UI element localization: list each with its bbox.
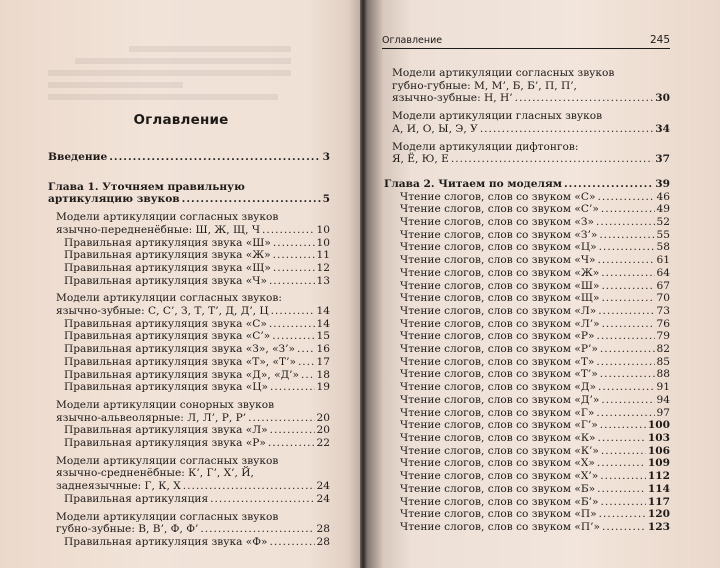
leader-dots <box>269 275 315 288</box>
entry-page: 12 <box>316 261 330 274</box>
entry-label: Чтение слогов, слов со звуком «К» <box>400 431 596 444</box>
section-heading-line: Модели артикуляции дифтонгов: <box>392 140 579 153</box>
entry-label: язычно-передненёбные: Ш, Ж, Щ, Ч <box>56 223 261 236</box>
toc-entry-reading[interactable] <box>384 305 670 318</box>
leader-dots <box>515 92 654 105</box>
leader-dots <box>273 237 315 250</box>
toc-entry-reading[interactable] <box>384 343 670 356</box>
entry-label: Правильная артикуляция звука «Ц» <box>64 381 268 394</box>
entry-page: 85 <box>656 355 670 368</box>
toc-entry-reading[interactable] <box>384 292 670 305</box>
toc-entry-subsection[interactable] <box>48 437 330 450</box>
leader-dots <box>598 432 646 445</box>
toc-entry-reading[interactable] <box>384 229 670 242</box>
toc-entry-subsection[interactable] <box>48 318 330 331</box>
leader-dots <box>262 224 314 237</box>
leader-dots <box>596 330 654 343</box>
entry-page: 55 <box>656 228 670 241</box>
toc-left <box>48 151 330 549</box>
entry-label: Правильная артикуляция <box>64 492 209 505</box>
entry-label: Чтение слогов, слов со звуком «К’» <box>400 444 599 457</box>
toc-entry-reading[interactable] <box>384 407 670 420</box>
entry-page: 106 <box>647 444 670 457</box>
entry-page: 30 <box>655 92 670 105</box>
entry-page: 109 <box>647 457 670 470</box>
entry-label: Правильная артикуляция звука «Л» <box>64 424 268 437</box>
entry-page: 103 <box>647 431 670 444</box>
toc-entry-reading[interactable] <box>384 241 670 254</box>
toc-entry-section[interactable] <box>384 153 670 166</box>
leader-dots <box>598 254 655 267</box>
entry-label: Правильная артикуляция звука «Ж» <box>64 249 271 262</box>
toc-entry-reading[interactable] <box>384 381 670 394</box>
section-heading-line: Модели артикуляции согласных звуков <box>56 454 279 467</box>
leader-dots <box>601 292 654 305</box>
entry-page: 34 <box>655 122 670 135</box>
leader-dots <box>298 356 315 369</box>
entry-label: язычно-зубные: С, С’, З, Т, Т’, Д, Д’, Ц <box>56 305 269 318</box>
entry-label: Правильная артикуляция звука «З», «З’» <box>64 343 296 356</box>
toc-entry-section[interactable] <box>384 92 670 105</box>
toc-entry-section[interactable] <box>48 305 330 318</box>
entry-label: заднеязычные: Г, К, Х <box>56 480 181 493</box>
entry-page: 67 <box>656 279 670 292</box>
entry-label: Правильная артикуляция звука «Д», «Д’» <box>64 368 300 381</box>
entry-label: Правильная артикуляция звука «Т», «Т’» <box>64 355 296 368</box>
entry-page: 114 <box>647 482 670 495</box>
leader-dots <box>599 241 655 254</box>
toc-entry-introduction[interactable] <box>48 151 330 164</box>
leader-dots <box>601 203 655 216</box>
entry-page: 79 <box>656 330 670 343</box>
leader-dots <box>200 523 314 536</box>
leader-dots <box>597 457 646 470</box>
toc-entry-reading[interactable] <box>384 419 670 432</box>
entry-label: Чтение слогов, слов со звуком «Х» <box>400 457 595 470</box>
leader-dots <box>600 368 655 381</box>
toc-entry-reading[interactable] <box>384 356 670 369</box>
entry-label: артикуляцию звуков <box>48 193 180 206</box>
leader-dots <box>600 419 646 432</box>
entry-label: Чтение слогов, слов со звуком «Ч» <box>400 254 596 267</box>
entry-page: 19 <box>316 381 330 394</box>
section-heading-line: язычно-средненёбные: К’, Г’, Х’, Й, <box>56 467 254 480</box>
entry-label: Чтение слогов, слов со звуком «Щ» <box>400 292 600 305</box>
entry-label: Чтение слогов, слов со звуком «Б» <box>400 482 596 495</box>
section-heading-line: Модели артикуляции согласных звуков <box>56 510 279 523</box>
entry-label: А, И, О, Ы, Э, У <box>392 122 478 135</box>
toc-entry-subsection[interactable] <box>48 237 330 250</box>
entry-page: 37 <box>655 153 670 166</box>
leader-dots <box>269 318 315 331</box>
leader-dots <box>596 407 654 420</box>
leader-dots <box>182 193 321 206</box>
leader-dots <box>600 470 646 483</box>
toc-entry-subsection[interactable] <box>48 493 330 506</box>
entry-page: 18 <box>316 368 330 381</box>
toc-entry-reading[interactable] <box>384 432 670 445</box>
entry-page: 97 <box>656 406 670 419</box>
entry-page: 14 <box>316 317 330 330</box>
toc-entry-chapter1[interactable] <box>48 193 330 206</box>
toc-entry-section[interactable] <box>48 224 330 237</box>
toc-entry-reading[interactable] <box>384 521 670 534</box>
entry-label: Чтение слогов, слов со звуком «Ш» <box>400 279 600 292</box>
leader-dots <box>598 381 655 394</box>
toc-entry-chapter2[interactable] <box>384 178 670 191</box>
running-header <box>382 34 670 49</box>
leader-dots <box>602 521 646 534</box>
entry-page: 49 <box>656 203 670 216</box>
entry-label: Правильная артикуляция звука «Щ» <box>64 261 271 274</box>
leader-dots <box>599 508 646 521</box>
toc-entry-reading[interactable] <box>384 368 670 381</box>
leader-dots <box>597 483 646 496</box>
bleed-through-text <box>48 40 318 106</box>
leader-dots <box>599 229 654 242</box>
entry-page: 73 <box>656 304 670 317</box>
toc-entry-reading[interactable] <box>384 254 670 267</box>
entry-page: 13 <box>316 274 330 287</box>
entry-label: Чтение слогов, слов со звуком «С’» <box>400 203 599 216</box>
entry-label: Чтение слогов, слов со звуком «Т’» <box>400 368 598 381</box>
toc-entry-subsection[interactable] <box>48 275 330 288</box>
toc-entry-reading[interactable] <box>384 216 670 229</box>
entry-page: 123 <box>647 520 670 533</box>
entry-label: Чтение слогов, слов со звуком «Л» <box>400 304 597 317</box>
toc-entry-reading[interactable] <box>384 267 670 280</box>
entry-label: Чтение слогов, слов со звуком «Ж» <box>400 266 600 279</box>
leader-dots <box>271 305 315 318</box>
entry-page: 28 <box>316 523 330 536</box>
leader-dots <box>564 178 653 191</box>
entry-page: 91 <box>656 381 670 394</box>
entry-page: 10 <box>316 223 330 236</box>
toc-entry-reading[interactable] <box>384 203 670 216</box>
toc-entry-reading[interactable] <box>384 470 670 483</box>
toc-entry-subsection[interactable] <box>48 536 330 549</box>
entry-page: 64 <box>656 266 670 279</box>
toc-entry-reading[interactable] <box>384 508 670 521</box>
entry-page: 39 <box>655 177 670 190</box>
toc-entry-section[interactable] <box>48 480 330 493</box>
entry-label: Чтение слогов, слов со звуком «Р» <box>400 330 595 343</box>
entry-label: Глава 2. Читаем по моделям <box>384 177 562 190</box>
chapter1-title-line1: Глава 1. Уточняем правильную <box>48 180 245 193</box>
toc-entry-subsection[interactable] <box>48 424 330 437</box>
entry-label: Чтение слогов, слов со звуком «Р’» <box>400 343 598 356</box>
entry-label: Чтение слогов, слов со звуком «Т» <box>400 355 595 368</box>
entry-label: Правильная артикуляция звука «Ф» <box>64 535 268 548</box>
entry-page: 5 <box>322 193 330 206</box>
toc-entry-subsection[interactable] <box>48 356 330 369</box>
entry-label: Чтение слогов, слов со звуком «П’» <box>400 520 600 533</box>
leader-dots <box>109 151 320 164</box>
entry-page: 70 <box>656 292 670 305</box>
leader-dots <box>600 343 655 356</box>
entry-page: 52 <box>656 216 670 229</box>
leader-dots <box>601 267 654 280</box>
section-heading-line: Модели артикуляции согласных звуков: <box>56 292 282 305</box>
toc-entry-reading[interactable] <box>384 457 670 470</box>
book-spine <box>360 0 366 568</box>
entry-label: Чтение слогов, слов со звуком «Д» <box>400 381 596 394</box>
leader-dots <box>272 330 314 343</box>
entry-label: Чтение слогов, слов со звуком «П» <box>400 508 597 521</box>
leader-dots <box>270 536 315 549</box>
toc-entry-subsection[interactable] <box>48 249 330 262</box>
entry-page: 20 <box>316 411 330 424</box>
toc-entry-reading[interactable] <box>384 445 670 458</box>
entry-page: 20 <box>316 424 330 437</box>
section-heading-line: губно-губные: М, М’, Б, Б’, П, П’, <box>392 79 577 92</box>
entry-label: Правильная артикуляция звука «Р» <box>64 437 266 450</box>
entry-page: 17 <box>316 355 330 368</box>
toc-entry-reading[interactable] <box>384 330 670 343</box>
page-number: 245 <box>649 34 670 46</box>
leader-dots <box>601 445 646 458</box>
entry-label: Чтение слогов, слов со звуком «Б’» <box>400 495 599 508</box>
entry-page: 58 <box>656 241 670 254</box>
entry-page: 120 <box>647 508 670 521</box>
leader-dots <box>270 424 315 437</box>
entry-label: Чтение слогов, слов со звуком «Л’» <box>400 317 600 330</box>
entry-label: Чтение слогов, слов со звуком «Г» <box>400 406 595 419</box>
toc-entry-reading[interactable] <box>384 394 670 407</box>
entry-page: 100 <box>647 419 670 432</box>
entry-label: Правильная артикуляция звука «Ч» <box>64 274 267 287</box>
entry-label: Чтение слогов, слов со звуком «Ц» <box>400 241 597 254</box>
toc-entry-section[interactable] <box>48 523 330 536</box>
entry-page: 94 <box>656 393 670 406</box>
entry-page: 11 <box>316 249 330 262</box>
toc-entry-section[interactable] <box>384 123 670 136</box>
leader-dots <box>301 369 314 382</box>
entry-label: Введение <box>48 151 108 163</box>
entry-page: 15 <box>316 330 330 343</box>
entry-page: 88 <box>656 368 670 381</box>
toc-entry-reading[interactable] <box>384 191 670 204</box>
running-head-title: Оглавление <box>382 35 443 46</box>
leader-dots <box>596 356 654 369</box>
leader-dots <box>273 262 315 275</box>
section-heading-line: Модели артикуляции гласных звуков <box>392 110 603 123</box>
entry-page: 22 <box>316 437 330 450</box>
leader-dots <box>270 381 315 394</box>
entry-label: Правильная артикуляция звука «Ш» <box>64 236 271 249</box>
entry-page: 76 <box>656 317 670 330</box>
toc-entry-reading[interactable] <box>384 483 670 496</box>
entry-label: Чтение слогов, слов со звуком «С» <box>400 190 596 203</box>
entry-label: язычно-альвеолярные: Л, Л’, Р, Р’ <box>56 411 247 424</box>
toc-entry-subsection[interactable] <box>48 262 330 275</box>
leader-dots <box>273 249 315 262</box>
toc-entry-section[interactable] <box>48 412 330 425</box>
leader-dots <box>602 318 655 331</box>
entry-page: 46 <box>656 190 670 203</box>
toc-entry-reading[interactable] <box>384 318 670 331</box>
entry-label: Правильная артикуляция звука «С» <box>64 317 267 330</box>
toc-entry-subsection[interactable] <box>48 381 330 394</box>
entry-page: 14 <box>316 305 330 318</box>
leader-dots <box>601 280 654 293</box>
entry-label: Я, Ё, Ю, Е <box>392 153 449 166</box>
toc-entry-reading[interactable] <box>384 496 670 509</box>
entry-label: Чтение слогов, слов со звуком «З» <box>400 216 594 229</box>
entry-page: 28 <box>316 535 330 548</box>
leader-dots <box>596 216 655 229</box>
entry-page: 10 <box>316 236 330 249</box>
leader-dots <box>601 496 646 509</box>
toc-right <box>384 67 670 534</box>
toc-heading: Оглавление <box>133 112 229 128</box>
right-sections <box>384 67 670 166</box>
entry-label: Чтение слогов, слов со звуком «Д’» <box>400 393 600 406</box>
leader-dots <box>451 153 653 166</box>
leader-dots <box>480 123 653 136</box>
section-heading-line: Модели артикуляции согласных звуков <box>392 67 615 79</box>
entry-label: язычно-зубные: Н, Н’ <box>392 92 513 105</box>
chapter2-items <box>384 191 670 534</box>
entry-page: 3 <box>322 151 330 163</box>
leader-dots <box>598 305 654 318</box>
entry-label: Чтение слогов, слов со звуком «Х’» <box>400 470 599 483</box>
section-heading-line: Модели артикуляции согласных звуков <box>56 211 279 224</box>
entry-page: 61 <box>656 254 670 267</box>
section-heading-line: Модели артикуляции сонорных звуков <box>56 398 275 411</box>
entry-label: Чтение слогов, слов со звуком «Г’» <box>400 419 598 432</box>
entry-page: 117 <box>647 495 670 508</box>
leader-dots <box>183 480 315 493</box>
leader-dots <box>248 412 314 425</box>
toc-entry-subsection[interactable] <box>48 369 330 382</box>
chapter1-sections <box>48 206 330 549</box>
toc-entry-reading[interactable] <box>384 280 670 293</box>
entry-page: 24 <box>316 480 330 493</box>
entry-page: 16 <box>316 343 330 356</box>
entry-label: Чтение слогов, слов со звуком «З’» <box>400 228 598 241</box>
toc-entry-subsection[interactable] <box>48 330 330 343</box>
entry-page: 82 <box>656 343 670 356</box>
entry-page: 112 <box>647 470 670 483</box>
entry-page: 24 <box>316 492 330 505</box>
entry-label: губно-зубные: В, В’, Ф, Ф’ <box>56 523 199 536</box>
toc-entry-subsection[interactable] <box>48 343 330 356</box>
leader-dots <box>210 493 314 506</box>
leader-dots <box>597 191 654 204</box>
leader-dots <box>297 343 315 356</box>
entry-label: Правильная артикуляция звука «С’» <box>64 330 271 343</box>
leader-dots <box>268 437 315 450</box>
leader-dots <box>601 394 654 407</box>
